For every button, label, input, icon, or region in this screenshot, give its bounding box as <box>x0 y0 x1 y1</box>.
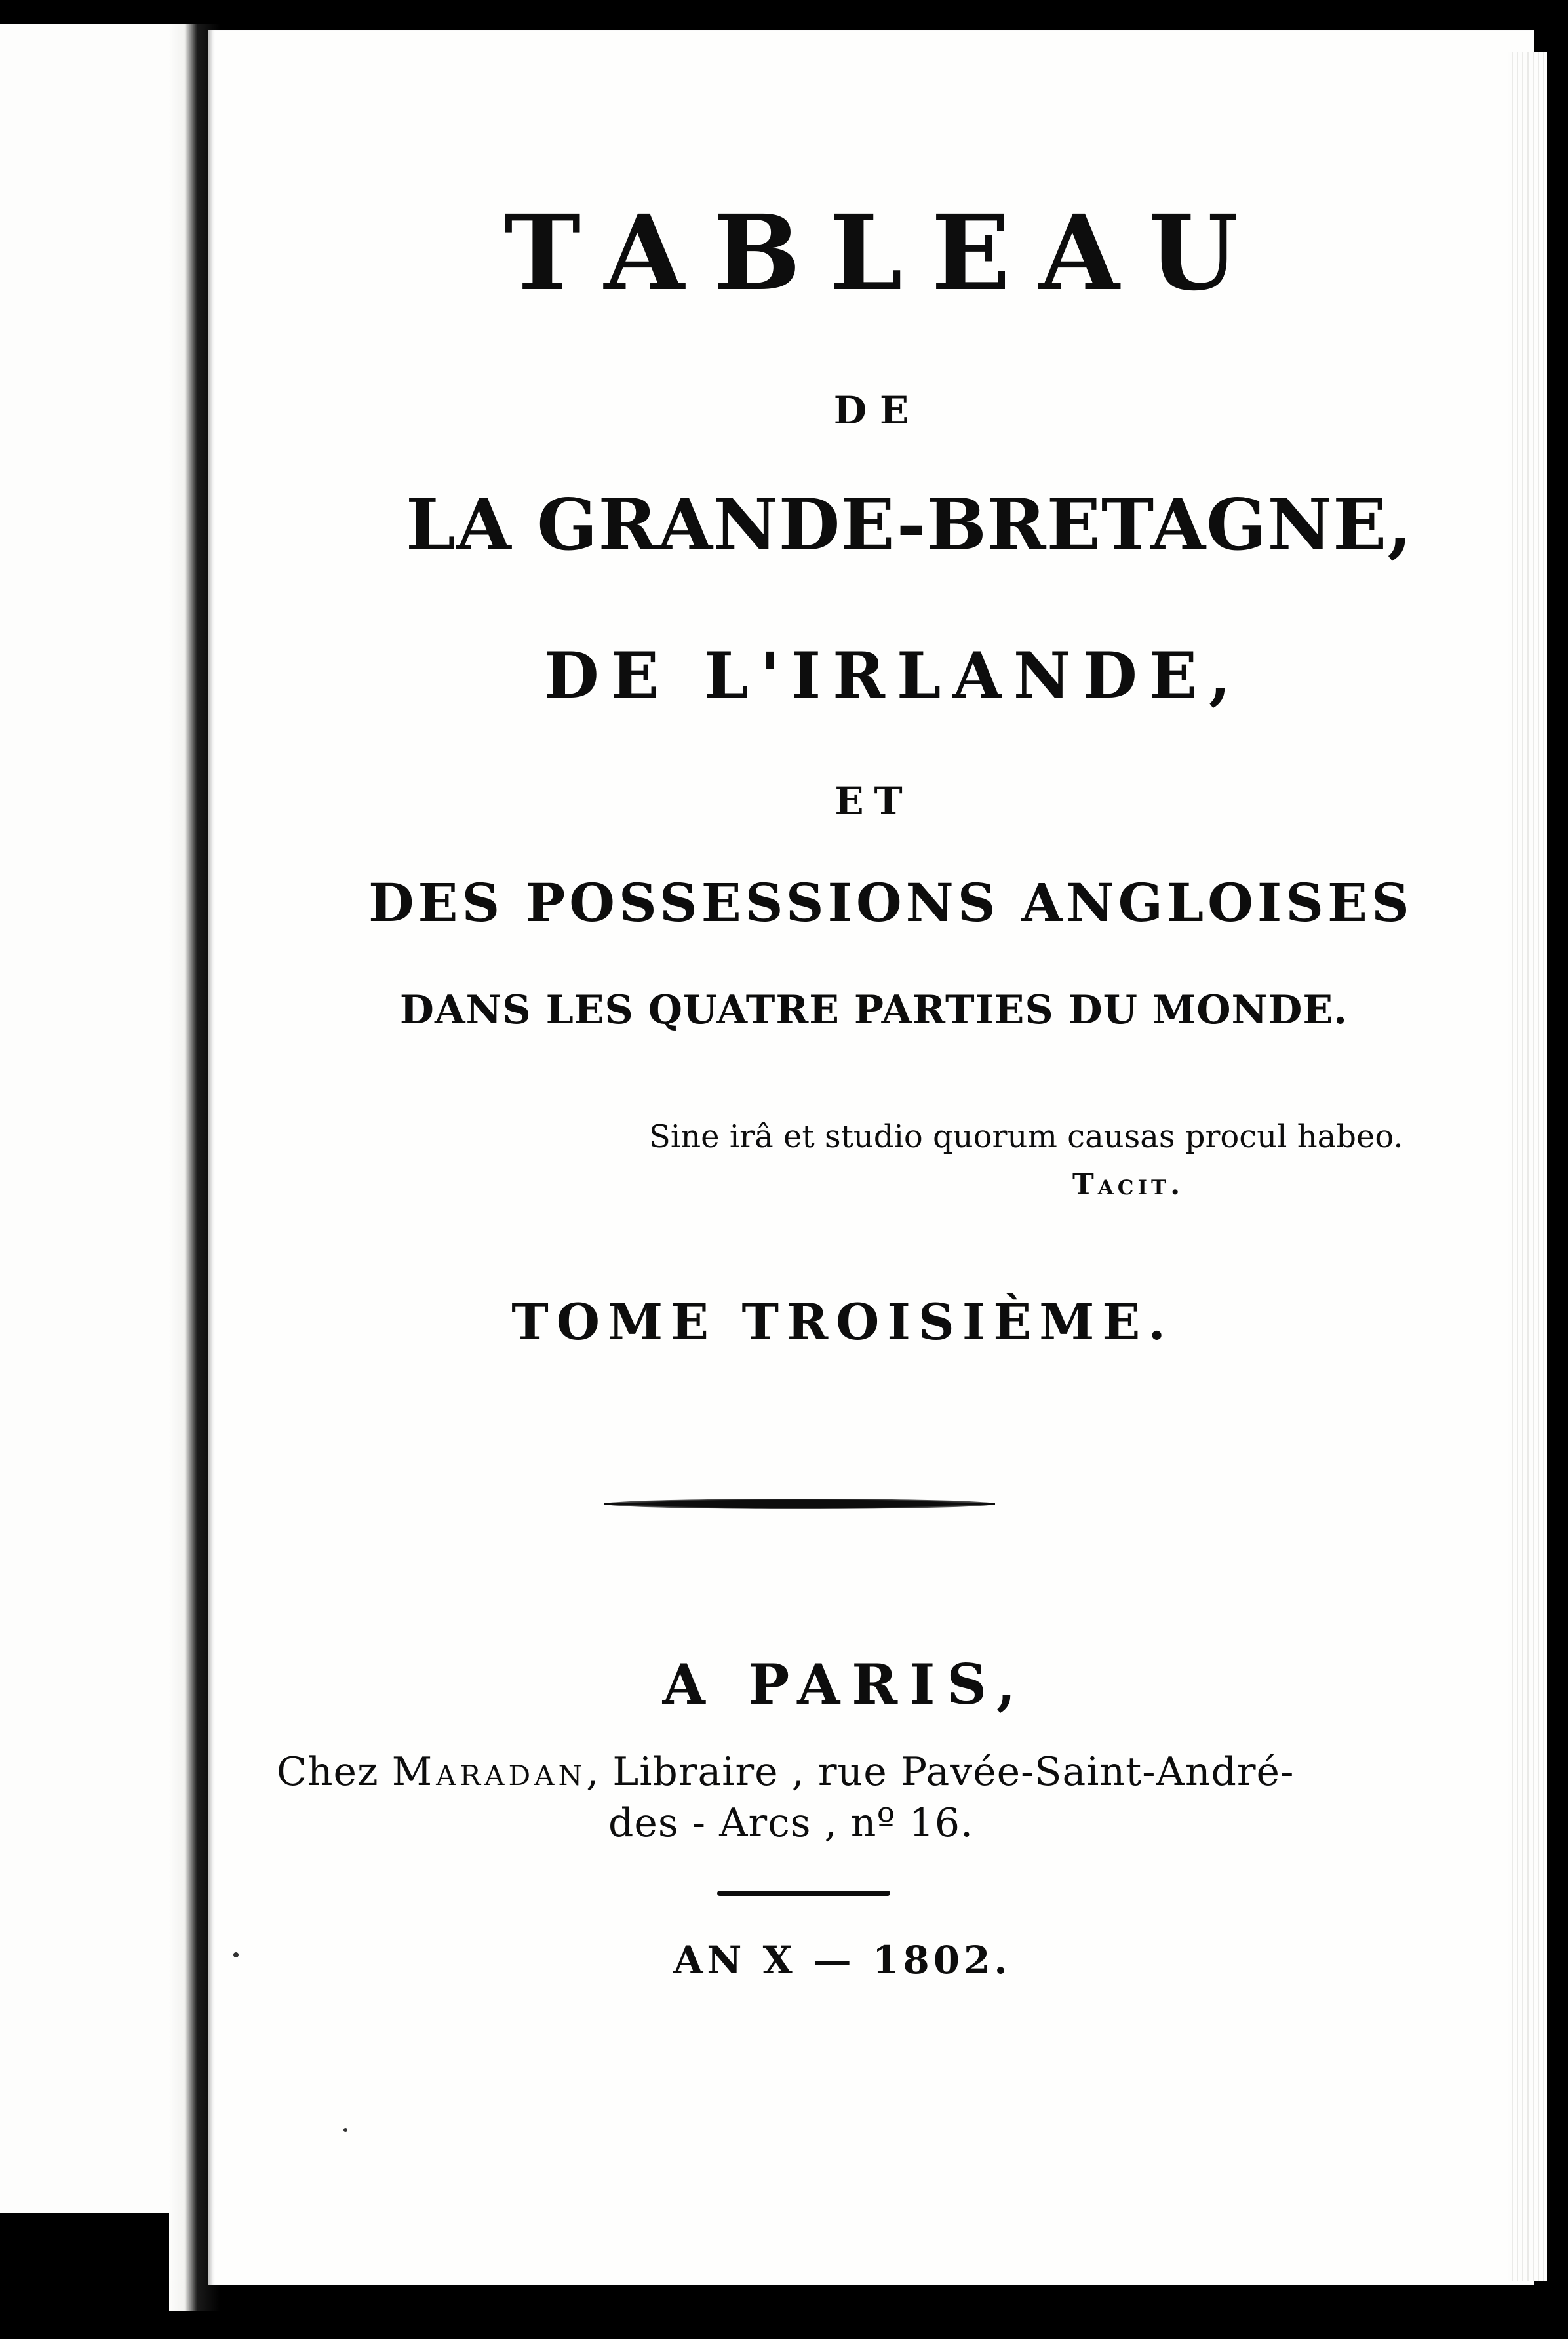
imprint-line-2: des - Arcs , nº 16. <box>608 1800 974 1846</box>
title-page <box>208 30 1534 2285</box>
imprint-prefix: Chez <box>277 1749 379 1795</box>
ornamental-rule <box>604 1499 995 1509</box>
title-country-great-britain: LA GRANDE-BRETAGNE, <box>405 484 1413 566</box>
title-country-ireland: DE L'IRLANDE, <box>544 639 1243 713</box>
epigraph-author: Tacit. <box>1072 1168 1185 1202</box>
title-possessions: DES POSSESSIONS ANGLOISES <box>368 872 1413 934</box>
short-rule <box>717 1891 890 1896</box>
title-page-content <box>208 30 1534 2285</box>
epigraph-quote: Sine irâ et studio quorum causas procul habeo. <box>649 1118 1403 1155</box>
imprint-address: , Libraire , rue Pavée-Saint-André- <box>586 1749 1295 1795</box>
title-connector-et: ET <box>834 779 913 823</box>
title-possessions-subtitle: DANS LES QUATRE PARTIES DU MONDE. <box>399 987 1348 1033</box>
paper-speck <box>343 2128 347 2132</box>
paper-speck <box>233 1952 239 1957</box>
title-connector-de: DE <box>833 388 922 433</box>
publication-date: AN X — 1802. <box>673 1938 1011 1982</box>
imprint-line-1 <box>277 1749 1325 1795</box>
imprint-publisher: Maradan <box>391 1749 587 1795</box>
volume-label: TOME TROISIÈME. <box>511 1293 1173 1351</box>
book-title: TABLEAU <box>503 193 1268 314</box>
imprint-city: A PARIS, <box>662 1652 1028 1717</box>
page-fore-edge <box>1508 52 1547 2281</box>
